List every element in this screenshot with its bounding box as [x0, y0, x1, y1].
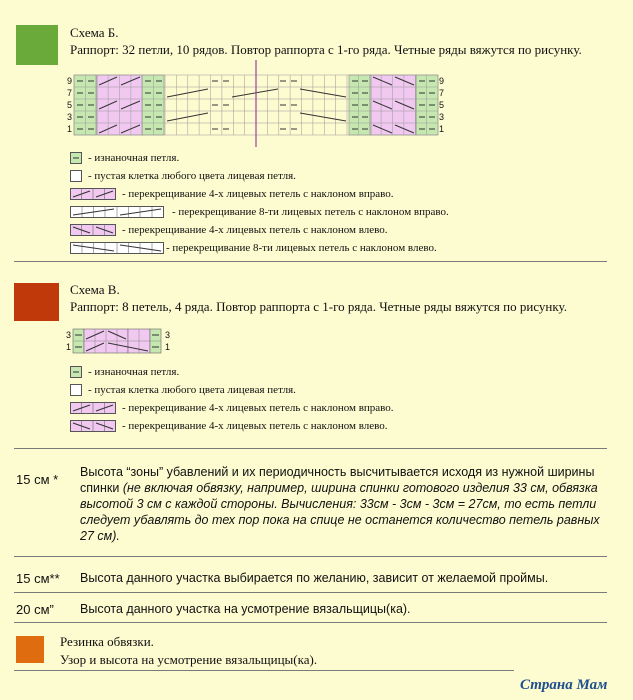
- schema-b-grid: [64, 58, 454, 148]
- schema-v-title: Схема В.: [70, 282, 120, 297]
- purl-stitch-icon: [70, 152, 82, 164]
- schema-v-color-swatch: [14, 283, 59, 321]
- schema-b-row-right-5: 5: [439, 100, 445, 110]
- schema-v-row-right-3: 3: [165, 330, 171, 340]
- legend-v-knit: - пустая клетка любого цвета лицевая петля.: [88, 384, 296, 396]
- schema-b-row-right-3: 3: [439, 112, 445, 122]
- ribbing-description: Узор и высота на усмотрение вязальщицы(ка).: [60, 652, 318, 667]
- divider: [14, 261, 607, 262]
- note-label-15cm-double-star: 15 см**: [16, 571, 60, 586]
- legend-v-cross4-right: - перекрещивание 4-х лицевых петель с наклоном вправо.: [122, 402, 394, 414]
- schema-b-rapport: Раппорт: 32 петли, 10 рядов. Повтор раппорта с 1-го ряда. Четные ряды вяжутся по рисунку.: [70, 42, 582, 57]
- schema-v-legend: [68, 364, 468, 434]
- watermark: Страна Мам: [520, 677, 608, 693]
- note-text-zone-main: Высота “зоны” убавлений и их периодичность высчитывается исходя из нужной ширины спинки: [80, 465, 595, 495]
- note-text-zone: [80, 464, 600, 544]
- legend-b-purl: - изнаночная петля.: [88, 152, 180, 164]
- schema-b-row-right-9: 9: [439, 76, 445, 86]
- schema-v-grid: [64, 326, 184, 356]
- cross-4-left-icon: [70, 420, 116, 432]
- cross-8-left-icon: [70, 242, 164, 254]
- cross-4-left-icon: [70, 224, 116, 236]
- divider: [14, 556, 607, 557]
- schema-b-row-left-1: 1: [67, 124, 73, 134]
- schema-b-row-right-7: 7: [439, 88, 445, 98]
- schema-b-row-left-9: 9: [67, 76, 73, 86]
- knit-stitch-icon: [70, 384, 82, 396]
- ribbing-title: Резинка обвязки.: [60, 634, 154, 649]
- ribbing-color-swatch: [16, 636, 44, 663]
- note-label-15cm-star: 15 см *: [16, 472, 59, 487]
- schema-b-row-left-7: 7: [67, 88, 73, 98]
- legend-b-cross8-left: - перекрещивание 8-ти лицевых петель с наклоном влево.: [166, 242, 437, 254]
- schema-b-row-left-3: 3: [67, 112, 73, 122]
- note-text-armhole: Высота данного участка выбирается по желанию, зависит от желаемой проймы.: [80, 571, 549, 585]
- legend-b-cross8-right: - перекрещивание 8-ти лицевых петель с наклоном вправо.: [172, 206, 449, 218]
- legend-v-cross4-left: - перекрещивание 4-х лицевых петель с наклоном влево.: [122, 420, 388, 432]
- schema-v-row-left-3: 3: [66, 330, 72, 340]
- cross-8-right-icon: [70, 206, 164, 218]
- cross-4-right-icon: [70, 402, 116, 414]
- schema-b-row-left-5: 5: [67, 100, 73, 110]
- note-text-zone-example: (не включая обвязку, например, ширина спинки готового изделия 33 см, обвязка высотой 3 см с каждой стороны. Вычисления: 33см - 3см - 3см = 27см, то есть петли следует убавлять до тех пор пока на спице не останется количество петель равных 27 см).: [80, 481, 600, 543]
- schema-v-row-left-1: 1: [66, 342, 72, 352]
- divider: [14, 622, 607, 623]
- schema-b-legend: [68, 150, 628, 255]
- cross-4-right-icon: [70, 188, 116, 200]
- legend-v-purl: - изнаночная петля.: [88, 366, 180, 378]
- schema-b-row-right-1: 1: [439, 124, 445, 134]
- schema-v-rapport: Раппорт: 8 петель, 4 ряда. Повтор раппорта с 1-го ряда. Четные ряды вяжутся по рисунку.: [70, 299, 567, 314]
- schema-v-row-right-1: 1: [165, 342, 171, 352]
- schema-b-chart: [64, 58, 454, 148]
- purl-stitch-icon: [70, 366, 82, 378]
- note-label-20cm: 20 см”: [16, 602, 54, 617]
- legend-b-cross4-left: - перекрещивание 4-х лицевых петель с наклоном влево.: [122, 224, 388, 236]
- schema-v-chart: [64, 326, 184, 356]
- schema-b-title: Схема Б.: [70, 25, 119, 40]
- legend-b-cross4-right: - перекрещивание 4-х лицевых петель с наклоном вправо.: [122, 188, 394, 200]
- legend-b-knit: - пустая клетка любого цвета лицевая петля.: [88, 170, 296, 182]
- schema-b-color-swatch: [16, 25, 58, 65]
- knit-stitch-icon: [70, 170, 82, 182]
- note-text-section-height: Высота данного участка на усмотрение вязальщицы(ка).: [80, 602, 411, 616]
- divider: [14, 592, 607, 593]
- divider: [14, 448, 607, 449]
- divider: [14, 670, 514, 671]
